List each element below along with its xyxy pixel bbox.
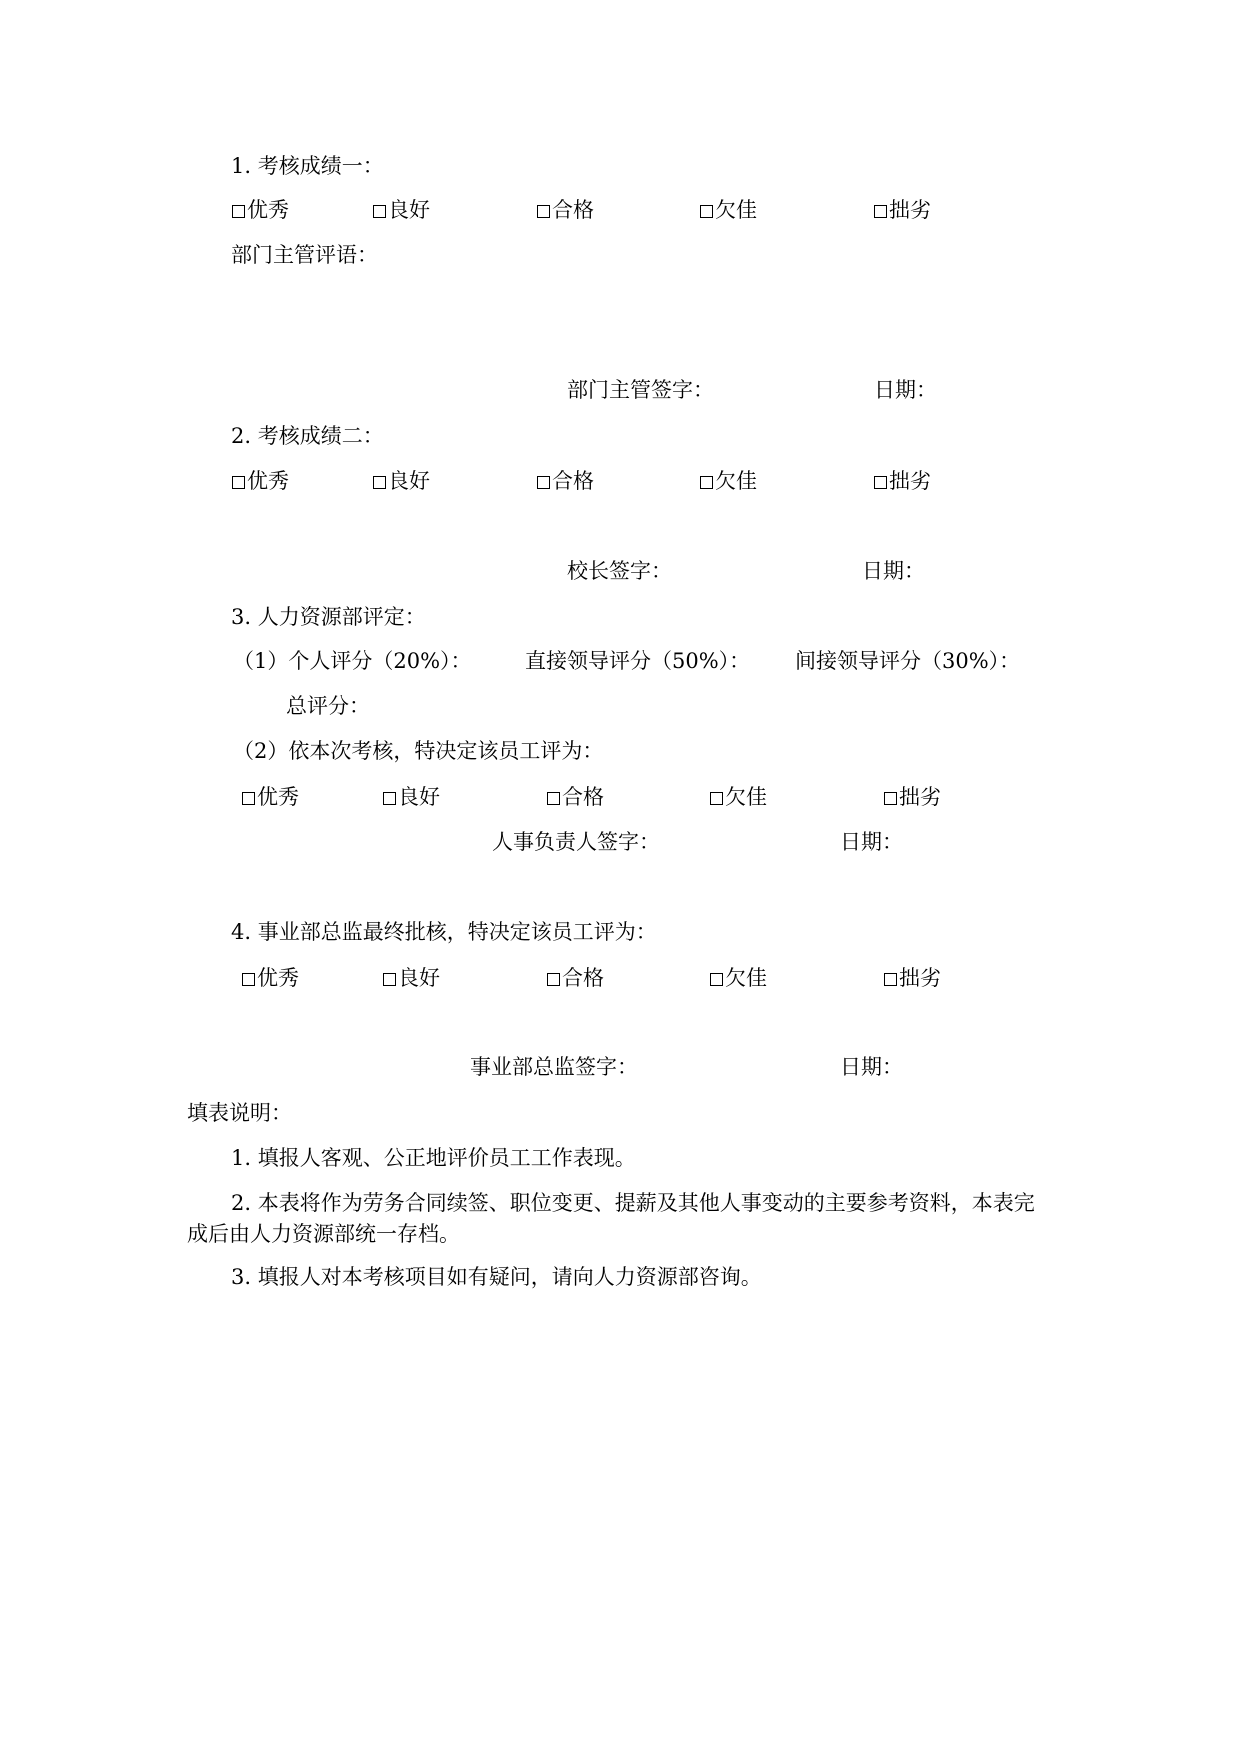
checkbox-icon[interactable] [700, 476, 713, 489]
section1-option-poor[interactable]: 欠佳 [700, 200, 757, 221]
section1-comment-label: 部门主管评语： [231, 243, 378, 267]
checkbox-icon[interactable] [537, 205, 550, 218]
section3-date-label: 日期： [840, 830, 903, 854]
checkbox-icon[interactable] [373, 476, 386, 489]
section3-option-good[interactable]: 良好 [383, 787, 440, 808]
section1-option-bad[interactable]: 拙劣 [874, 200, 931, 221]
section1-option-good[interactable]: 良好 [373, 200, 430, 221]
checkbox-icon[interactable] [547, 973, 560, 986]
direct-leader-score-label: 直接领导评分（50%）： [525, 649, 751, 673]
checkbox-icon[interactable] [242, 792, 255, 805]
section2-option-poor[interactable]: 欠佳 [700, 471, 757, 492]
section4-option-excellent[interactable]: 优秀 [242, 968, 299, 989]
section2-option-excellent[interactable]: 优秀 [232, 471, 289, 492]
section2-date-label: 日期： [862, 559, 925, 583]
checkbox-icon[interactable] [232, 205, 245, 218]
checkbox-icon[interactable] [710, 792, 723, 805]
checkbox-icon[interactable] [373, 205, 386, 218]
notes-item-2-line-2: 成后由人力资源部统一存档。 [187, 1222, 460, 1246]
section2-title: 2. 考核成绩二： [231, 424, 384, 448]
personal-score-label: （1）个人评分（20%）： [233, 649, 472, 673]
section1-title: 1. 考核成绩一： [231, 154, 384, 178]
section2-option-good[interactable]: 良好 [373, 471, 430, 492]
section3-decision-label: （2）依本次考核，特决定该员工评为： [233, 739, 604, 763]
section3-option-excellent[interactable]: 优秀 [242, 787, 299, 808]
checkbox-icon[interactable] [547, 792, 560, 805]
notes-item-1: 1. 填报人客观、公正地评价员工工作表现。 [231, 1146, 636, 1170]
checkbox-icon[interactable] [232, 476, 245, 489]
section4-option-poor[interactable]: 欠佳 [710, 968, 767, 989]
total-score-label: 总评分： [286, 694, 370, 718]
section2-option-bad[interactable]: 拙劣 [874, 471, 931, 492]
checkbox-icon[interactable] [383, 792, 396, 805]
section3-option-pass[interactable]: 合格 [547, 787, 604, 808]
checkbox-icon[interactable] [874, 476, 887, 489]
checkbox-icon[interactable] [242, 973, 255, 986]
indirect-leader-score-label: 间接领导评分（30%）： [795, 649, 1021, 673]
section1-option-excellent[interactable]: 优秀 [232, 200, 289, 221]
section4-option-pass[interactable]: 合格 [547, 968, 604, 989]
notes-item-3: 3. 填报人对本考核项目如有疑问，请向人力资源部咨询。 [231, 1265, 762, 1289]
checkbox-icon[interactable] [383, 973, 396, 986]
section3-option-poor[interactable]: 欠佳 [710, 787, 767, 808]
section3-sign-label: 人事负责人签字： [492, 830, 660, 854]
checkbox-icon[interactable] [700, 205, 713, 218]
section1-date-label: 日期： [874, 378, 937, 402]
section1-option-pass[interactable]: 合格 [537, 200, 594, 221]
section2-option-pass[interactable]: 合格 [537, 471, 594, 492]
section4-option-bad[interactable]: 拙劣 [884, 968, 941, 989]
checkbox-icon[interactable] [884, 792, 897, 805]
section1-sign-label: 部门主管签字： [567, 378, 714, 402]
section3-title: 3. 人力资源部评定： [231, 605, 426, 629]
checkbox-icon[interactable] [884, 973, 897, 986]
section4-sign-label: 事业部总监签字： [470, 1055, 638, 1079]
section3-option-bad[interactable]: 拙劣 [884, 787, 941, 808]
section4-option-good[interactable]: 良好 [383, 968, 440, 989]
section4-title: 4. 事业部总监最终批核，特决定该员工评为： [231, 920, 657, 944]
checkbox-icon[interactable] [537, 476, 550, 489]
section2-sign-label: 校长签字： [567, 559, 672, 583]
checkbox-icon[interactable] [874, 205, 887, 218]
section4-date-label: 日期： [840, 1055, 903, 1079]
notes-title: 填表说明： [187, 1101, 292, 1125]
notes-item-2-line-1: 2. 本表将作为劳务合同续签、职位变更、提薪及其他人事变动的主要参考资料，本表完 [231, 1191, 1035, 1215]
checkbox-icon[interactable] [710, 973, 723, 986]
